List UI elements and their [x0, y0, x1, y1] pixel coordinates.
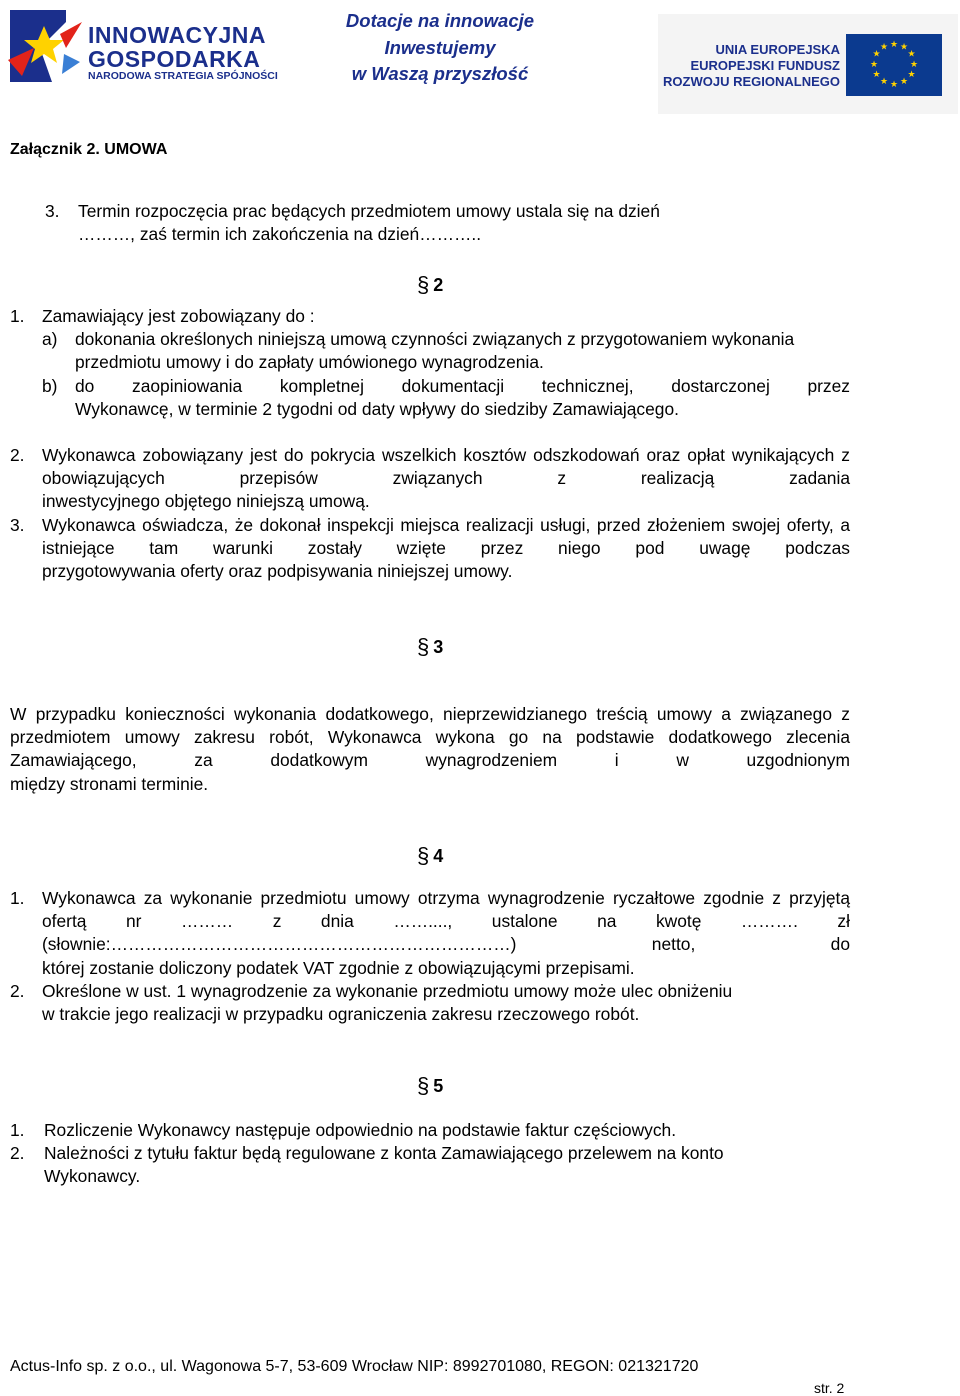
slogan-line-2: Inwestujemy	[384, 36, 496, 58]
item-text: Wykonawca za wykonanie przedmiotu umowy otrzyma wynagrodzenie ryczałtowe zgodnie z przyjętą ofertą nr ……… z dnia ……...., ustalone na kwotę ………. zł (słownie:……………………………………………………………) netto, do	[42, 888, 850, 955]
svg-text:★: ★	[907, 49, 916, 60]
innowacyjna-gospodarka-logo	[4, 4, 294, 88]
eu-line-3: ROZWOJU REGIONALNEGO	[663, 74, 840, 89]
eu-line-2: EUROPEJSKI FUNDUSZ	[690, 58, 840, 73]
item-text-last-line: inwestycyjnego objętego niniejszą umową.	[42, 491, 370, 512]
innowacyjna-gospodarka-emblem	[4, 4, 84, 88]
section-heading	[417, 843, 443, 869]
item-text-continued: Wykonawcy.	[44, 1166, 141, 1187]
svg-text:★: ★	[879, 77, 889, 87]
item-text: Rozliczenie Wykonawcy następuje odpowiednio na podstawie faktur częściowych.	[44, 1120, 677, 1140]
list-item	[10, 1142, 850, 1165]
svg-text:★: ★	[889, 40, 899, 50]
svg-text:★: ★	[907, 70, 916, 80]
item-text-continued: w trakcie jego realizacji w przypadku ograniczenia zakresu rzeczowego robót.	[42, 1004, 640, 1025]
list-item	[10, 305, 850, 328]
section-sign: §	[417, 634, 430, 659]
logo-line-1: INNOWACYJNA	[88, 22, 267, 48]
svg-text:★: ★	[889, 80, 899, 90]
sub-item-letter: b)	[42, 375, 58, 396]
list-item	[10, 444, 850, 490]
item-text-last-line: przygotowywania oferty oraz podpisywania niniejszej umowy.	[42, 561, 513, 582]
section-4-body	[10, 887, 850, 1026]
list-item	[10, 514, 850, 560]
paragraph: W przypadku konieczności wykonania dodatkowego, nieprzewidzianego treścią umowy a związanego z przedmiotem umowy zakresu robót, Wykonawca wykona go na podstawie dodatkowego zlecenia Zamawiającego, za dodatkowym wynagrodzeniem i w uzgodnionym	[10, 704, 850, 771]
eu-flag-icon	[846, 34, 942, 96]
sub-item-letter: a)	[42, 329, 58, 350]
svg-text:★: ★	[909, 60, 919, 70]
attachment-title: Załącznik 2. UMOWA	[10, 141, 168, 158]
sub-item-text-continued: Wykonawcę, w terminie 2 tygodni od daty wpływy do siedziby Zamawiającego.	[75, 398, 679, 419]
svg-text:★: ★	[872, 70, 881, 80]
section-number: 5	[433, 1076, 444, 1096]
list-item	[10, 887, 850, 957]
paragraph-last-line: między stronami terminie.	[10, 773, 209, 794]
item-number: 1.	[10, 888, 25, 908]
item-text: Wykonawca zobowiązany jest do pokrycia wszelkich kosztów odszkodowań oraz opłat wynikających z obowiązujących przepisów związanych z realizacją zadania	[42, 445, 850, 489]
item-text: Wykonawca oświadcza, że dokonał inspekcji miejsca realizacji usługi, przed złożeniem swojej oferty, a istniejące tam warunki zostały wzięte przez niego pod uwagę podczas	[42, 514, 850, 558]
term-clause	[45, 200, 805, 246]
svg-text:★: ★	[879, 42, 889, 53]
logo-line-2: GOSPODARKA	[88, 46, 261, 72]
item-text: Należności z tytułu faktur będą regulowane z konta Zamawiającego przelewem na konto	[44, 1143, 724, 1164]
list-item	[10, 980, 850, 1003]
item-number: 2.	[10, 980, 25, 1001]
section-heading	[417, 634, 443, 660]
eu-fund-logo	[658, 14, 958, 114]
item-text-last-line: której zostanie doliczony podatek VAT zgodnie z obowiązującymi przepisami.	[42, 957, 635, 978]
clause-line-2: ………, zaś termin ich zakończenia na dzień………..	[78, 224, 482, 245]
section-3-body	[10, 703, 850, 796]
list-item	[10, 1119, 850, 1142]
section-heading	[417, 272, 443, 298]
slogan-line-3: w Waszą przyszłość	[351, 63, 529, 84]
section-sign: §	[417, 1073, 430, 1098]
svg-text:★: ★	[899, 42, 909, 53]
section-number: 3	[433, 637, 444, 657]
item-text: Określone w ust. 1 wynagrodzenie za wykonanie przedmiotu umowy może ulec obniżeniu	[42, 980, 733, 1001]
page-number: str. 2	[814, 1380, 845, 1396]
item-number: 2.	[10, 445, 25, 466]
item-text: Zamawiający jest zobowiązany do :	[42, 306, 315, 326]
header-slogan	[300, 8, 580, 88]
clause-line-1: Termin rozpoczęcia prac będących przedmiotem umowy ustala się na dzień	[78, 201, 660, 221]
item-number: 2.	[10, 1143, 25, 1164]
item-number: 1.	[10, 1120, 25, 1140]
clause-number: 3.	[45, 201, 60, 221]
svg-text:★: ★	[899, 77, 909, 87]
section-2-body	[10, 305, 850, 583]
section-sign: §	[417, 843, 430, 868]
section-number: 4	[433, 846, 444, 866]
sub-item	[10, 328, 850, 374]
slogan-line-1: Dotacje na innowacje	[345, 10, 535, 31]
section-number: 2	[433, 275, 444, 295]
footer-company-info: Actus-Info sp. z o.o., ul. Wagonowa 5-7, 53-609 Wrocław NIP: 8992701080, REGON: 021321720	[10, 1358, 699, 1375]
item-number: 3.	[10, 514, 25, 535]
section-heading	[417, 1073, 443, 1099]
section-5-body	[10, 1119, 850, 1189]
svg-text:★: ★	[869, 60, 879, 70]
sub-item-text: dokonania określonych niniejszą umową czynności związanych z przygotowaniem wykonania przedmiotu umowy i do zapłaty umówionego wynagrodzenia.	[75, 329, 795, 373]
section-sign: §	[417, 272, 430, 297]
sub-item	[10, 375, 850, 398]
item-number: 1.	[10, 306, 25, 326]
sub-item-text: do zaopiniowania kompletnej dokumentacji technicznej, dostarczonej przez	[75, 375, 850, 396]
eu-line-1: UNIA EUROPEJSKA	[715, 42, 840, 57]
logo-line-3: NARODOWA STRATEGIA SPÓJNOŚCI	[88, 70, 278, 82]
svg-text:★: ★	[872, 49, 881, 60]
